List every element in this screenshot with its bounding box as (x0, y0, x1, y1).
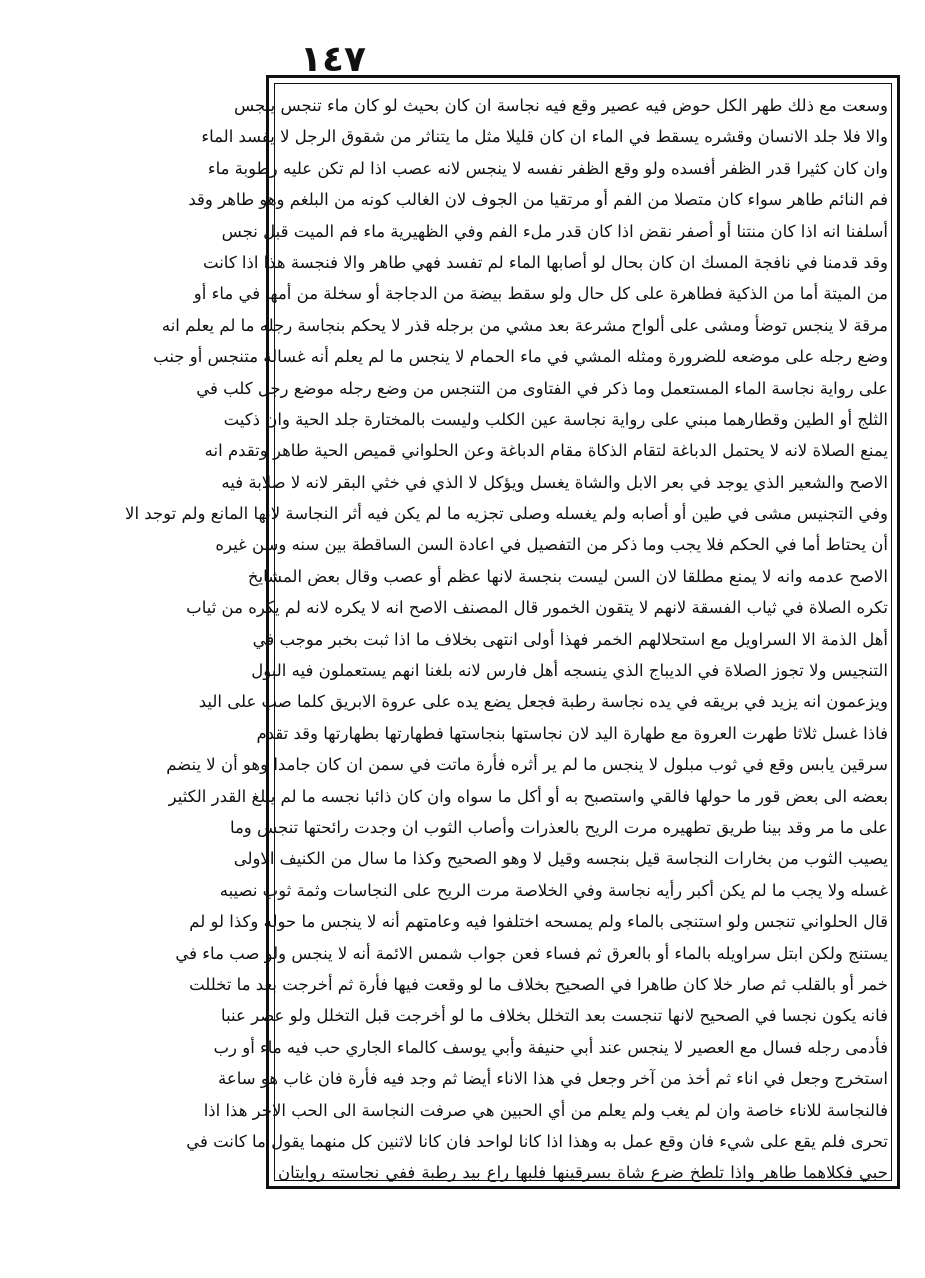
text-line: وقد قدمنا في نافجة المسك ان كان بحال لو أصابها الماء لم تفسد فهي طاهر والا فنجسة هذا اذا كانت (203, 252, 888, 272)
text-line: على رواية نجاسة الماء المستعمل وما ذكر في الفتاوى من التنجس من وضع رجله موضع رجل كلب في (196, 378, 888, 398)
text-line: فانه يكون نجسا في الصحيح لانها تنجست بعد التخلل بخلاف ما لو أخرجت قبل التخلل ولو عصر عنبا (221, 1006, 888, 1026)
text-line: وسعت مع ذلك طهر الكل حوض فيه عصير وقع فيه نجاسة ان كان بحيث لو كان ماء تنجس ينجس (233, 96, 888, 115)
text-line: فأدمى رجله فسال مع العصير لا ينجس عند أبي حنيفة وأبي يوسف كالماء الجاري حب فيه ماء أو رب (213, 1037, 888, 1057)
text-line: وفي التجنيس مشى في طين أو أصابه ولم يغسله وصلى تجزيه ما لم يكن فيه أثر النجاسة لانها المانع ولم توجد الا (125, 504, 888, 524)
text-line: بعضه الى بعض قور ما حولها فالقي واستصبح به أو أكل ما سواه وان كان ذائبا نجسه ما لم يبلغ القدر الكثير (168, 786, 888, 806)
text-line: مرقة لا ينجس توضأ ومشى على ألواح مشرعة بعد مشي من برجله قذر لا يحكم بنجاسة رجله ما لم يعلم انه (161, 315, 888, 335)
text-line: فم النائم طاهر سواء كان متصلا من الفم أو مرتقيا من الجوف لان الغالب كونه من البلغم وهو طاهر وقد (188, 190, 888, 210)
text-line: يصيب الثوب من بخارات النجاسة قيل بنجسه وقيل لا وهو الصحيح وكذا ما سال من الكنيف الاولى (233, 849, 888, 869)
text-line: على ما مر وقد بينا طريق تطهيره مرت الريح بالعذرات وأصاب الثوب ان وجدت رائحتها تنجس وما (229, 817, 888, 837)
text-line: غسله ولا يجب ما لم يكن أكبر رأيه نجاسة وفي الخلاصة مرت الريح على النجاسات وثمة ثوب نصيبه (219, 880, 888, 900)
text-line: تحرى فلم يقع على شيء فان وقع عمل به وهذا اذا كانا لواحد فان كانا لاثنين كل منهما يقول ما كانت في (186, 1131, 888, 1151)
text-line: وان كان كثيرا قدر الظفر أفسده ولو وقع الظفر نفسه لا ينجس لانه عصب اذا لم تكن عليه رطوبة ماء (207, 158, 888, 178)
text-line: أن يحتاط أما في الحكم فلا يجب وما ذكر من التفصيل في اعادة السن الساقطة بين سنه وسن غيره (215, 535, 888, 555)
text-line: فالنجاسة للاناء خاصة وان لم يغب ولم يعلم من أي الحبين هي صرفت النجاسة الى الحب الاخر هذا اذا (203, 1100, 888, 1120)
text-line: الاصح والشعير الذي يوجد في بعر الابل والشاة يغسل ويؤكل لا الذي في خثي البقر لانه لا صلابة فيه (221, 472, 888, 492)
text-line: من الميتة أما من الذكية فطاهرة على كل حال ولو سقط بيضة من الدجاجة أو سخلة من أمها في ماء أو (193, 284, 888, 304)
text-line: الاصح عدمه وانه لا يمنع مطلقا لان السن ليست بنجسة لانها عظم أو عصب وقال بعض المشايخ (247, 566, 888, 586)
text-line: خمر أو بالقلب ثم صار خلا كان طاهرا في الصحيح بخلاف ما لو وقعت فيها فأرة ثم أخرجت بعد ما تخللت (189, 974, 888, 994)
text-line: أسلفنا انه اذا كان منتنا أو أصفر نقض اذا كان قدر ملء الفم وفي الظهيرية ماء فم الميت قبل نجس (221, 221, 888, 241)
text-line: الثلج أو الطين وقطارهما مبني على رواية نجاسة عين الكلب وليست بالمختارة جلد الحية وان ذكيت (223, 409, 888, 429)
text-line: يمنع الصلاة لانه لا يحتمل الدباغة لتقام الذكاة مقام الدباغة وعن الحلواني قميص الحية طاهر وتقدم انه (204, 441, 888, 461)
text-line: أهل الذمة الا السراويل مع استحلالهم الخمر فهذا أولى انتهى بخلاف ما اذا ثبت بخبر موجب في (252, 629, 888, 649)
text-line: استخرج وجعل في اناء ثم أخذ من آخر وجعل في هذا الاناء أيضا ثم وجد فيه فأرة فان غاب هو ساعة (218, 1069, 888, 1089)
text-line: والا فلا جلد الانسان وقشره يسقط في الماء ان كان قليلا مثل ما يتناثر من شقوق الرجل لا يفسد الماء (201, 127, 888, 147)
main-text (125, 90, 890, 1189)
text-line: حبي فكلاهما طاهر واذا تلطخ ضرع شاة بسرقينها فلبها راع بيد رطبة ففي نجاسته روايتان (278, 1163, 888, 1183)
text-line: وضع رجله على موضعه للضرورة ومثله المشي في ماء الحمام لا ينجس ما لم يعلم أنه غسالة متنجس أو جنب (153, 347, 888, 367)
text-line: تكره الصلاة في ثياب الفسقة لانهم لا يتقون الخمور قال المصنف الاصح انه لا يكره لانه لم يكره من ثياب (186, 598, 888, 618)
text-line: التنجيس ولا تجوز الصلاة في الديباج الذي ينسجه أهل فارس لانه بلغنا انهم يستعملون فيه البول (251, 661, 888, 681)
text-line: يستنج ولكن ابتل سراويله بالماء أو بالعرق ثم فساء فعن جواب شمس الائمة أنه لا ينجس ولو صب ماء في (175, 943, 888, 963)
text-line: قال الحلواني تنجس ولو استنجى بالماء ولم يمسحه اختلفوا فيه وعامتهم أنه لا ينجس ما حوله وكذا لو لم (189, 912, 888, 932)
text-line: ويزعمون انه يزيد في بريقه في يده نجاسة رطبة فجعل يضع يده على عروة الابريق كلما صب على اليد (198, 692, 888, 712)
text-line: سرقين يابس وقع في ثوب مبلول لا ينجس ما لم ير أثره فأرة ماتت في سمن ان كان جامدا وهو أن لا ينضم (166, 755, 888, 775)
text-line: فاذا غسل ثلاثا طهرت العروة مع طهارة اليد لان نجاستها بنجاستها فطهارتها بطهارتها وقد تقدم (256, 723, 888, 743)
page-number: ١٤٧ (300, 39, 366, 80)
